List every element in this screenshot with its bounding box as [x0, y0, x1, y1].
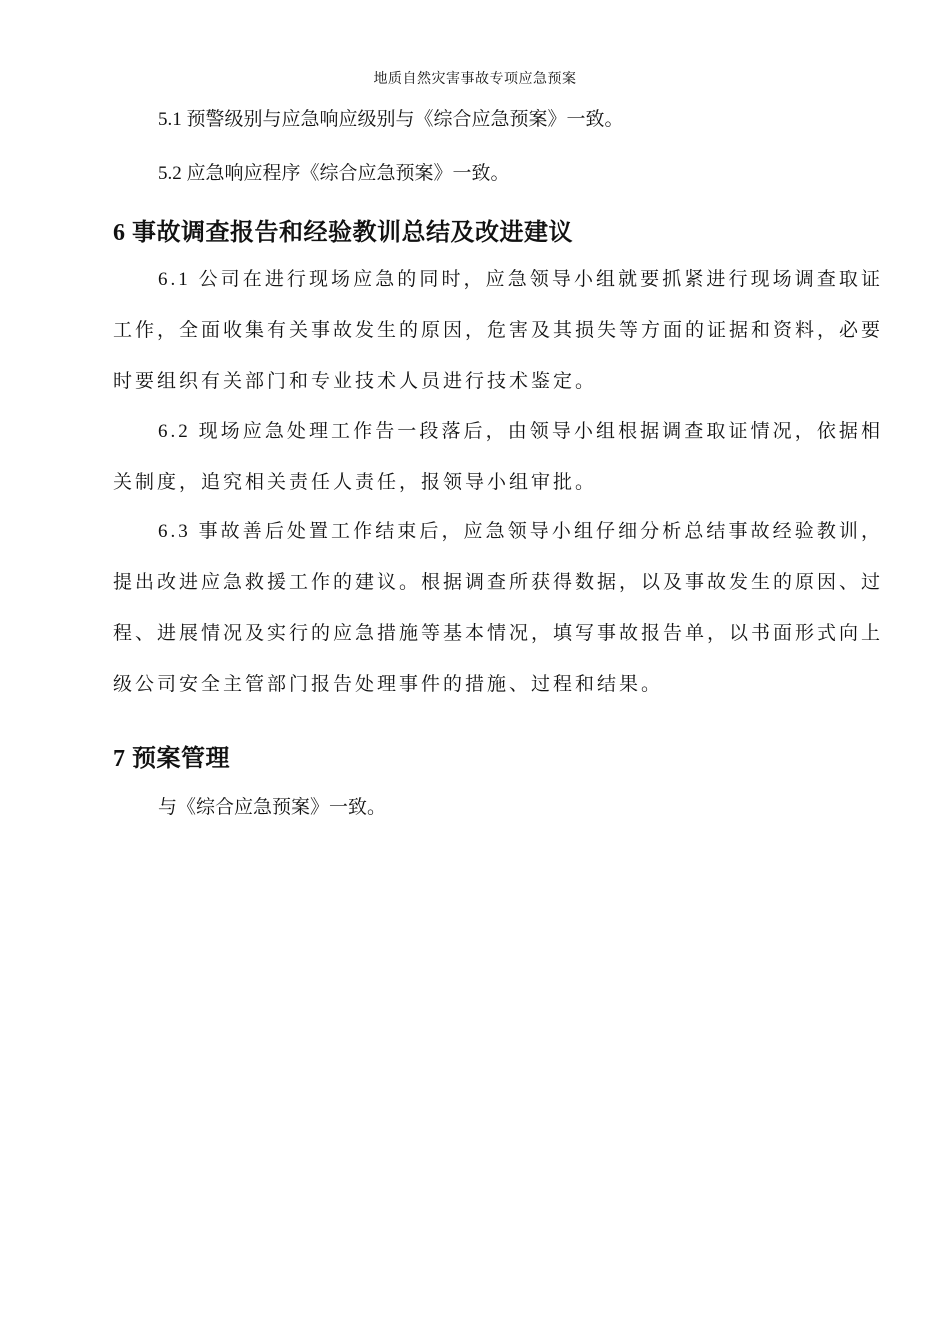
section-6-heading: 6 事故调查报告和经验教训总结及改进建议	[113, 220, 573, 246]
paragraph-5-2: 5.2 应急响应程序《综合应急预案》一致。	[158, 163, 510, 184]
section-7-heading: 7 预案管理	[113, 746, 230, 772]
paragraph-5-1: 5.1 预警级别与应急响应级别与《综合应急预案》一致。	[158, 109, 624, 130]
running-header: 地质自然灾害事故专项应急预案	[373, 72, 577, 87]
paragraph-6-1: 6.1 公司在进行现场应急的同时，应急领导小组就要抓紧进行现场调查取证工作，全面收集有关事故发生的原因，危害及其损失等方面的证据和资料，必要时要组织有关部门和专业技术人员进行技术鉴定。	[113, 269, 884, 392]
paragraph-7-body: 与《综合应急预案》一致。	[158, 797, 387, 818]
paragraph-6-2: 6.2 现场应急处理工作告一段落后，由领导小组根据调查取证情况，依据相关制度，追究相关责任人责任，报领导小组审批。	[113, 421, 883, 493]
paragraph-6-3: 6.3 事故善后处置工作结束后，应急领导小组仔细分析总结事故经验教训，提出改进应急救援工作的建议。根据调查所获得数据，以及事故发生的原因、过程、进展情况及实行的应急措施等基本情况，填写事故报告单，以书面形式向上级公司安全主管部门报告处理事件的措施、过程和结果。	[113, 521, 884, 695]
